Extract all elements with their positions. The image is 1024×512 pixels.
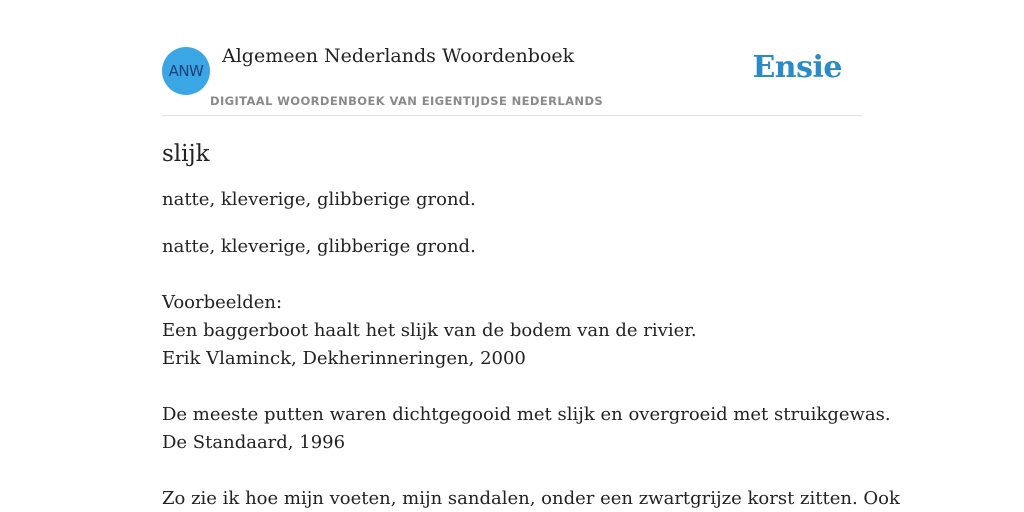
site-subtitle: DIGITAAL WOORDENBOEK VAN EIGENTIJDSE NEDERLANDS	[210, 94, 604, 108]
example-source: De Standaard, 1996	[162, 432, 346, 453]
short-definition: natte, kleverige, glibberige grond.	[162, 189, 476, 210]
examples-heading: Voorbeelden:	[162, 292, 283, 313]
example-sentence: Zo zie ik hoe mijn voeten, mijn sandalen, onder een zwartgrijze korst zitten. Ook	[162, 488, 900, 509]
entry-content	[162, 136, 900, 512]
spacer	[162, 373, 862, 401]
full-definition: natte, kleverige, glibberige grond.	[162, 236, 476, 257]
full-definition-block	[162, 233, 900, 512]
spacer	[162, 261, 862, 289]
example-source: Erik Vlaminck, Dekherinneringen, 2000	[162, 348, 526, 369]
site-title[interactable]: Algemeen Nederlands Woordenboek	[222, 45, 575, 67]
entry-word: slijk	[162, 141, 210, 167]
ensie-brand-logo[interactable]: Ensie	[752, 50, 842, 85]
site-header	[162, 0, 862, 116]
spacer	[162, 457, 862, 485]
anw-logo[interactable]: ANW	[162, 47, 210, 95]
example-sentence: De meeste putten waren dichtgegooid met slijk en overgroeid met struikgewas.	[162, 404, 891, 425]
example-sentence: Een baggerboot haalt het slijk van de bodem van de rivier.	[162, 320, 697, 341]
